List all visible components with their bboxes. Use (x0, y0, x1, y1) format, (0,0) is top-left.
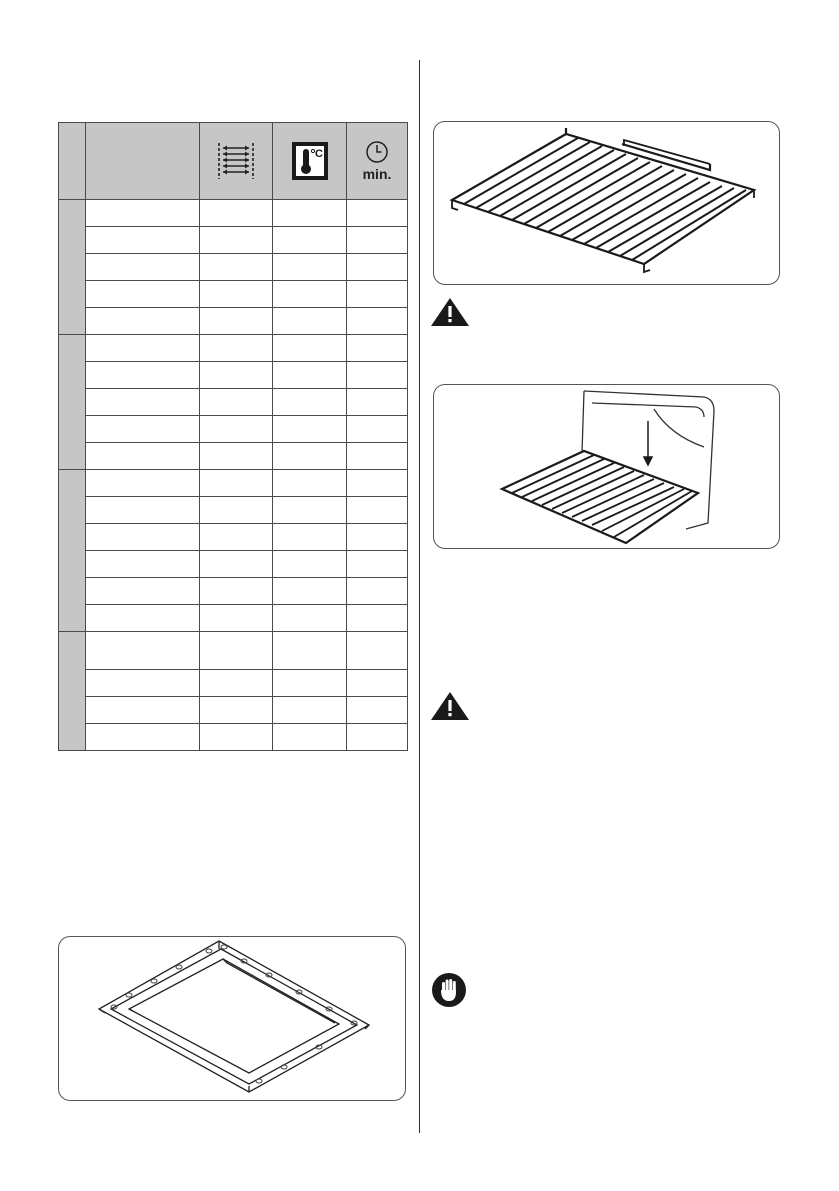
table-row (59, 524, 408, 551)
table-row (59, 281, 408, 308)
table-row (59, 670, 408, 697)
cooking-table (58, 122, 407, 738)
group-marker (59, 200, 86, 335)
wire-shelf-frame (433, 121, 780, 285)
table-header-row (59, 123, 408, 200)
table-row (59, 443, 408, 470)
header-temperature-cell (273, 123, 347, 200)
table-row (59, 697, 408, 724)
shelf-insertion-illustration (434, 385, 779, 548)
column-divider (419, 60, 420, 1133)
table-row (59, 416, 408, 443)
wire-shelf-illustration (434, 122, 779, 284)
shelf-insertion-frame (433, 384, 780, 549)
table-row (59, 724, 408, 751)
table-row (59, 470, 408, 497)
clock-icon (365, 140, 389, 164)
table-row (59, 335, 408, 362)
thermometer-celsius-icon (290, 140, 330, 182)
warning-icon (430, 297, 470, 327)
hand-stop-icon (431, 972, 467, 1008)
header-dish-cell (86, 123, 200, 200)
table-row (59, 497, 408, 524)
baking-tray-illustration (59, 937, 405, 1100)
table-row (59, 632, 408, 670)
table-row (59, 227, 408, 254)
table-row (59, 578, 408, 605)
time-unit-label: min. (362, 166, 392, 182)
header-side-cell (59, 123, 86, 200)
warning-icon (430, 691, 470, 721)
svg-text:C: C (314, 148, 323, 160)
header-time-cell (347, 123, 408, 200)
table-row (59, 551, 408, 578)
table-row (59, 389, 408, 416)
table-row (59, 362, 408, 389)
table-row (59, 254, 408, 281)
group-marker (59, 470, 86, 632)
header-shelf-cell (200, 123, 273, 200)
table-row (59, 200, 408, 227)
baking-tray-frame (58, 936, 406, 1101)
table-body (59, 200, 408, 751)
table-row (59, 308, 408, 335)
group-marker (59, 335, 86, 470)
group-marker (59, 632, 86, 751)
table-row (59, 605, 408, 632)
shelf-levels-icon (214, 140, 258, 182)
